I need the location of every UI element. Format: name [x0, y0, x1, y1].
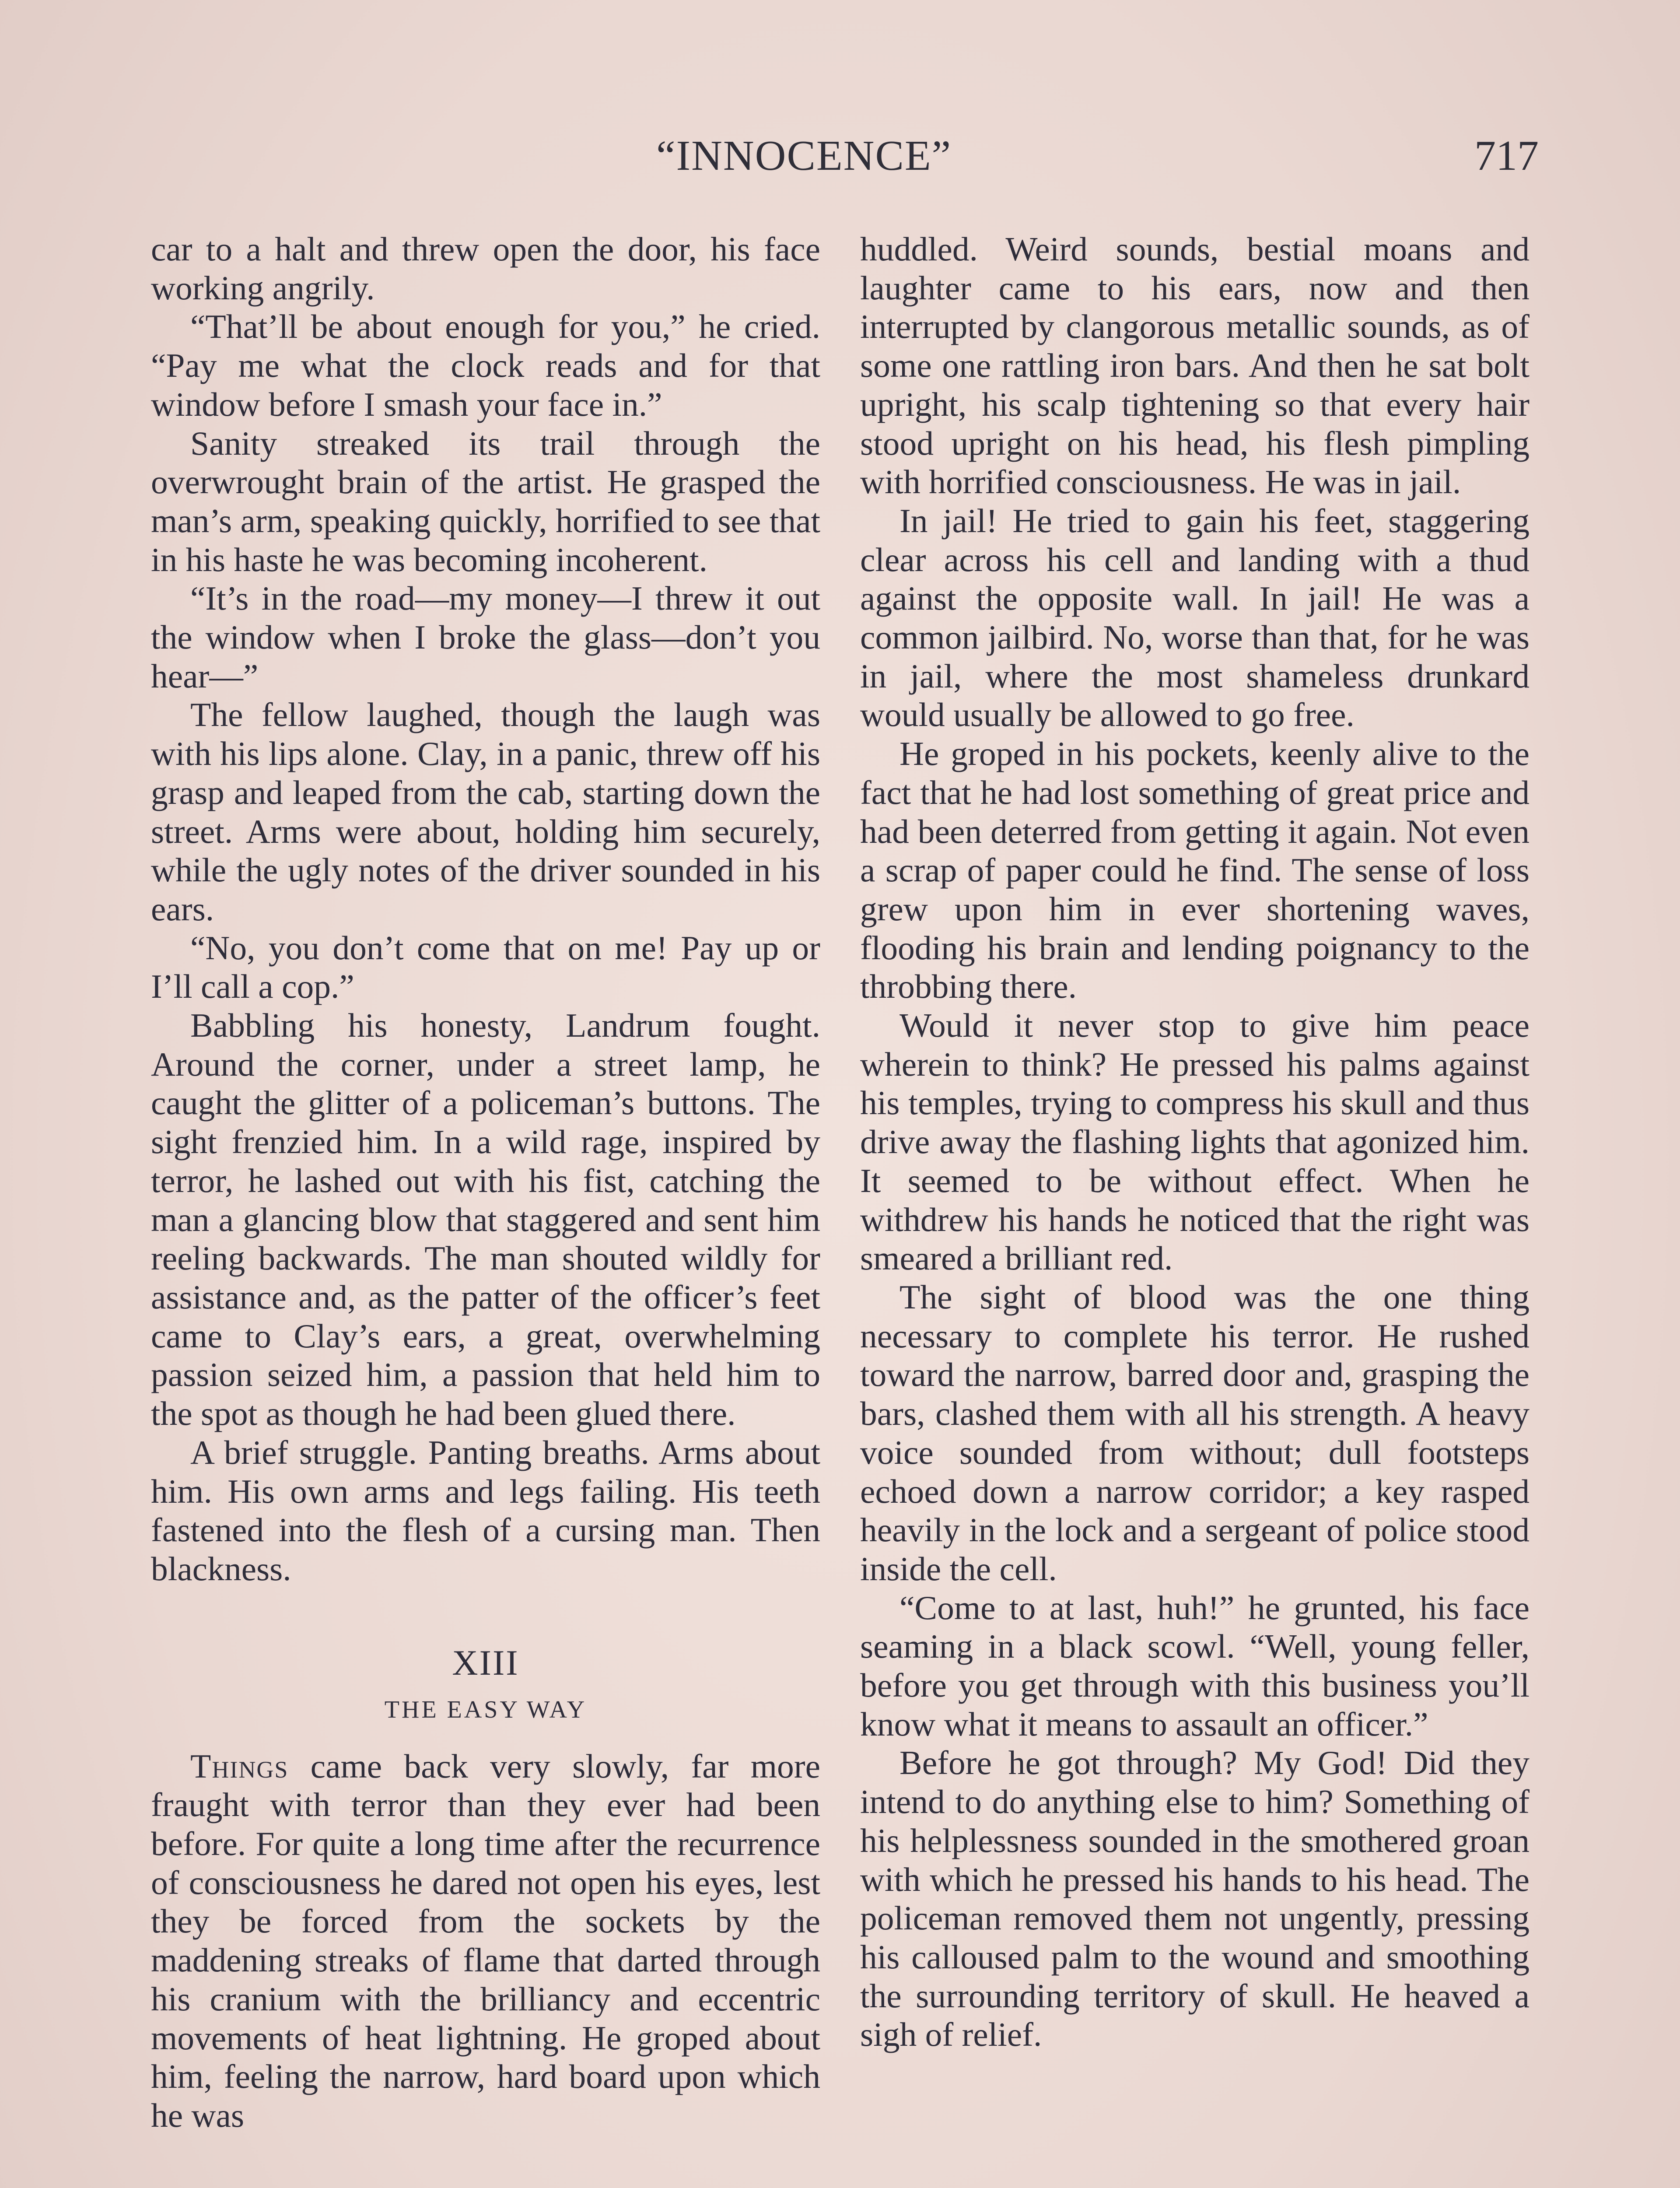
paragraph: The sight of blood was the one thing necessary to complete his terror. He rushed toward the narrow, barred door and, grasping the bars, clashed them with all his strength. A heavy voice sounded from without; dull footsteps echoed down a narrow corridor; a key rasped heavily in the lock and a sergeant of police stood inside the cell.	[860, 1278, 1530, 1588]
paragraph: “It’s in the road—my money—I threw it out the window when I broke the glass—don’t you hear—”	[151, 579, 820, 695]
page-number: 717	[1474, 132, 1539, 179]
chapter-title: THE EASY WAY	[384, 1696, 587, 1723]
paragraph: Babbling his honesty, Landrum fought. Around the corner, under a street lamp, he caught the glitter of a policeman’s buttons. The sight frenzied him. In a wild rage, inspired by terror, he lashed out with his fist, catching the man a glancing blow that staggered and sent him reeling backwards. The man shouted wildly for assistance and, as the patter of the officer’s feet came to Clay’s ears, a great, overwhelming passion seized him, a passion that held him to the spot as though he had been glued there.	[151, 1006, 820, 1433]
lead-word: Things	[190, 1747, 289, 1785]
left-column	[151, 230, 820, 2135]
paragraph: “No, you don’t come that on me! Pay up or I’ll call a cop.”	[151, 929, 820, 1006]
paragraph: A brief struggle. Panting breaths. Arms about him. His own arms and legs failing. His teeth fastened into the flesh of a cursing man. Then blackness.	[151, 1433, 820, 1588]
paragraph: Before he got through? My God! Did they intend to do anything else to him? Something of his helplessness sounded in the smothered groan with which he pressed his hands to his head. The policeman removed them not ungently, pressing his calloused palm to the wound and smoothing the surrounding territory of skull. He heaved a sigh of relief.	[860, 1744, 1530, 2054]
running-head-title: “INNOCENCE”	[656, 132, 952, 179]
paragraph: Would it never stop to give him peace wherein to think? He pressed his palms against his temples, trying to compress his skull and thus drive away the flashing lights that agonized him. It seemed to be without effect. When he withdrew his hands he noticed that the right was smeared a brilliant red.	[860, 1006, 1530, 1277]
paragraph: “That’ll be about enough for you,” he cried. “Pay me what the clock reads and for that window before I smash your face in.”	[151, 308, 820, 423]
paragraph: He groped in his pockets, keenly alive to the fact that he had lost something of great price and had been deterred from getting it again. Not even a scrap of paper could he find. The sense of loss grew upon him in ever shortening waves, flooding his brain and lending poignancy to the throbbing there.	[860, 735, 1530, 1006]
lead-text: came back very slowly, far more fraught with terror than they ever had been before. For quite a long time after the recurrence of consciousness he dared not open his eyes, lest they be forced from the sockets by the maddening streaks of flame that darted through his cranium with the brilliancy and eccentric movements of heat lightning. He groped about him, feeling the narrow, hard board upon which he was	[151, 1747, 820, 2134]
paragraph: The fellow laughed, though the laugh was with his lips alone. Clay, in a panic, threw off his grasp and leaped from the cab, starting down the street. Arms were about, holding him securely, while the ugly notes of the driver sounded in his ears.	[151, 696, 820, 928]
paragraph: In jail! He tried to gain his feet, staggering clear across his cell and landing with a thud against the opposite wall. In jail! He was a common jailbird. No, worse than that, for he was in jail, where the most shameless drunkard would usually be allowed to go free.	[860, 501, 1530, 734]
paragraph: “Come to at last, huh!” he grunted, his face seaming in a black scowl. “Well, young feller, before you get through with this business you’ll know what it means to assault an officer.”	[860, 1588, 1530, 1743]
chapter-opening-paragraph	[151, 1747, 820, 2135]
paragraph: Sanity streaked its trail through the overwrought brain of the artist. He grasped the man’s arm, speaking quickly, horrified to see that in his haste he was becoming incoherent.	[151, 424, 820, 579]
paragraph: car to a halt and threw open the door, his face working angrily.	[151, 230, 820, 307]
right-column	[860, 230, 1530, 2054]
chapter-number: XIII	[452, 1642, 519, 1683]
paragraph: huddled. Weird sounds, bestial moans and laughter came to his ears, now and then interrupted by clangorous metallic sounds, as of some one rattling iron bars. And then he sat bolt upright, his scalp tightening so that every hair stood upright on his head, his flesh pimpling with horrified consciousness. He was in jail.	[860, 230, 1530, 501]
